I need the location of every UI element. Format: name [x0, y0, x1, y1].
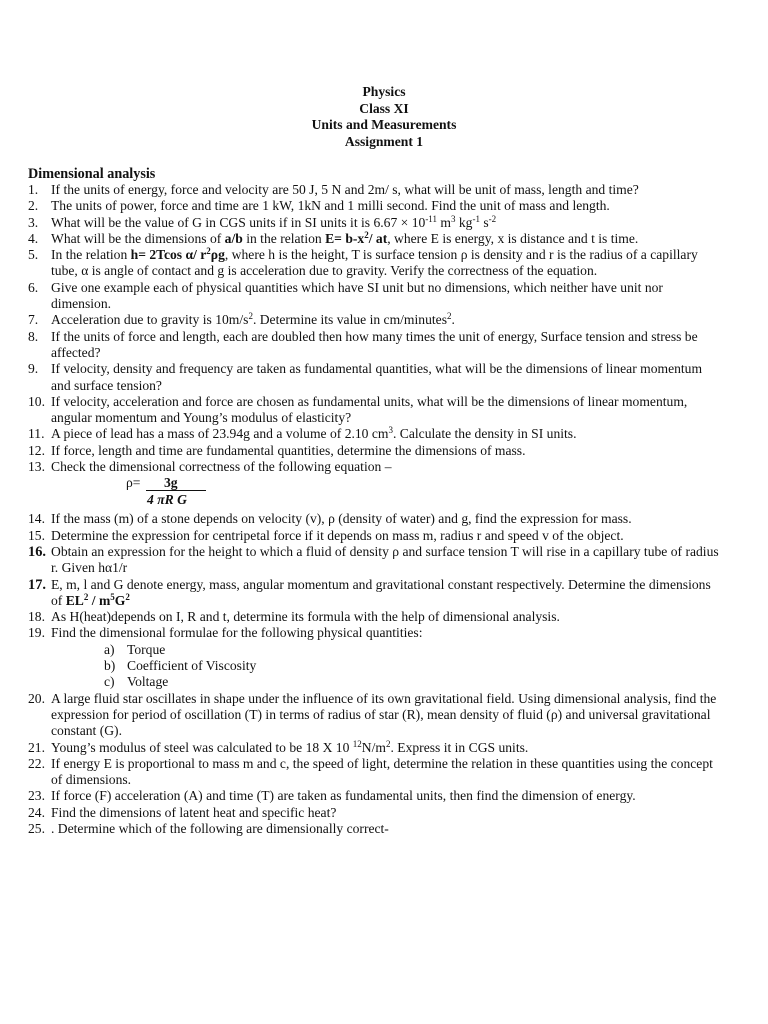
sublist-text: Voltage: [127, 674, 169, 690]
sublist-label: b): [104, 658, 116, 674]
question-number: 10.: [28, 393, 45, 409]
question-list: [0, 182, 740, 837]
equation-numerator: 3g: [164, 475, 178, 491]
question-number: 3.: [28, 214, 39, 230]
question-number: 19.: [28, 625, 45, 641]
sublist-label: c): [104, 674, 115, 690]
question-number: 17.: [28, 576, 46, 593]
question-text: A large fluid star oscillates in shape under the influence of its own gravitational field. Using dimensional analysis, find the expression for period of oscillation (T) in terms of radius of star (R), mean density of fluid (ρ) and universal gravitational constant (G).: [51, 690, 717, 739]
question-number: 6.: [28, 279, 39, 295]
question-text: If the mass (m) of a stone depends on velocity (v), ρ (density of water) and g, find the expression for mass.: [51, 511, 632, 527]
question-11: [0, 426, 740, 442]
document-header: [0, 84, 768, 150]
question-21: [0, 740, 740, 756]
equation-denominator: 4 πR G: [147, 492, 187, 508]
question-23: [0, 788, 740, 804]
question-number: 9.: [28, 361, 39, 377]
sublist-item: [0, 658, 720, 674]
subject-title: Physics: [362, 84, 406, 99]
question-18: [0, 609, 740, 625]
question-3: [0, 215, 740, 231]
question-14: [0, 511, 740, 527]
assignment-title: Assignment 1: [344, 133, 424, 149]
question-number: 5.: [28, 247, 39, 263]
question-text: The units of power, force and time are 1 kW, 1kN and 1 milli second. Find the unit of mass and length.: [51, 198, 610, 214]
question-9: [0, 361, 740, 394]
sublist-item: [0, 674, 720, 690]
question-number: 7.: [28, 312, 39, 328]
sublist-label: a): [104, 641, 115, 657]
question-number: 8.: [28, 328, 39, 344]
fraction-bar: [146, 490, 206, 491]
section-heading: Dimensional analysis: [28, 166, 156, 182]
sublist-text: Torque: [127, 641, 166, 657]
question-6: [0, 280, 740, 313]
question-number: 15.: [28, 527, 45, 543]
question-13: [0, 459, 740, 511]
question-1: [0, 182, 740, 198]
question-number: 18.: [28, 609, 45, 625]
question-number: 20.: [28, 690, 45, 706]
question-5: [0, 247, 740, 280]
quantity-sublist: [0, 642, 720, 691]
question-text: . Determine which of the following are dimensionally correct-: [51, 820, 389, 836]
question-number: 1.: [28, 182, 39, 197]
question-text: Find the dimensions of latent heat and specific heat?: [51, 804, 337, 820]
question-2: [0, 198, 740, 214]
sublist-item: [0, 642, 720, 658]
question-number: 23.: [28, 788, 45, 804]
question-text: E, m, l and G denote energy, mass, angular momentum and gravitational constant respectively. Determine the dimensions of $EL^2 / m^5G^2$: [51, 576, 711, 608]
question-10: [0, 394, 740, 427]
density-equation: [51, 475, 720, 511]
question-22: [0, 756, 740, 789]
question-text: Give one example each of physical quantities which have SI unit but no dimensions, which neither have unit nor dimension.: [51, 279, 663, 312]
question-text: If force, length and time are fundamental quantities, determine the dimensions of mass.: [51, 442, 526, 458]
question-17: [0, 577, 740, 610]
question-number: 24.: [28, 804, 45, 820]
equation-lhs: ρ=: [126, 475, 141, 491]
class-title: Class XI: [359, 100, 409, 116]
question-25: [0, 821, 740, 837]
question-text: If the units of force and length, each are doubled then how many times the unit of energy, Surface tension and stress be affected?: [51, 328, 698, 360]
question-text: If the units of energy, force and velocity are 50 J, 5 N and 2m/ s, what will be unit of mass, length and time?: [51, 182, 639, 197]
question-number: 11.: [28, 426, 45, 442]
question-text: In the relation h= 2Tcos α/ $r^2\rho g$, where h is the height, T is surface tension ρ is density and r is the radius of a capillary tube, α is angle of contact and g is acceleration due to gravity. Verify the correctness of the equation.: [51, 246, 698, 279]
question-12: [0, 443, 740, 459]
question-text: Obtain an expression for the height to which a fluid of density ρ and surface tension T will rise in a capillary tube of radius r. Given hα1/r: [51, 543, 719, 576]
question-19: [0, 625, 740, 690]
question-7: [0, 312, 740, 328]
question-number: 16.: [28, 543, 46, 560]
question-text: Find the dimensional formulae for the following physical quantities:: [51, 625, 423, 641]
question-text: Young’s modulus of steel was calculated to be 18 X 10 $^{12}N/m^2$. Express it in CGS units.: [51, 738, 529, 755]
question-15: [0, 528, 740, 544]
question-text: If force (F) acceleration (A) and time (T) are taken as fundamental units, then find the dimension of energy.: [51, 788, 636, 804]
question-text: If velocity, density and frequency are taken as fundamental quantities, what will be the dimensions of linear momentum and surface tension?: [51, 361, 703, 393]
chapter-title: Units and Measurements: [311, 117, 457, 132]
question-number: 25.: [28, 820, 45, 836]
question-text: If energy E is proportional to mass m and c, the speed of light, determine the relation in these quantities using the concept of dimensions.: [51, 755, 713, 788]
question-24: [0, 805, 740, 821]
question-number: 13.: [28, 459, 45, 475]
sublist-text: Coefficient of Viscosity: [127, 658, 257, 674]
question-text: A piece of lead has a mass of 23.94g and a volume of 2.10 $cm^3$. Calculate the density in SI units.: [51, 425, 577, 442]
question-text: As H(heat)depends on I, R and t, determine its formula with the help of dimensional analysis.: [51, 609, 560, 625]
question-text: What will be the dimensions of a/b in the relation $E= b-x^2/$ at, where E is energy, x is distance and t is time.: [51, 229, 639, 246]
question-text: What will be the value of G in CGS units if in SI units it is $6.67 \times 10^{-11}$ $m^3$ $kg^{-1}$ $s^{-2}$: [51, 213, 497, 230]
question-text: Acceleration due to gravity is $10m/s^2$. Determine its value in cm/minutes$^2$.: [51, 311, 455, 328]
question-number: 12.: [28, 442, 45, 458]
question-4: [0, 231, 740, 247]
question-8: [0, 329, 740, 362]
question-20: [0, 691, 740, 740]
question-text: Check the dimensional correctness of the following equation –: [51, 459, 392, 475]
question-text: If velocity, acceleration and force are chosen as fundamental units, what will be the dimensions of linear momentum, angular momentum and Young’s modulus of elasticity?: [51, 393, 688, 426]
question-text: Determine the expression for centripetal force if it depends on mass m, radius r and speed v of the object.: [51, 527, 624, 543]
question-number: 14.: [28, 511, 45, 527]
question-number: 2.: [28, 198, 39, 214]
question-number: 4.: [28, 230, 39, 246]
question-16: [0, 544, 740, 577]
question-number: 21.: [28, 739, 45, 755]
question-number: 22.: [28, 755, 45, 771]
